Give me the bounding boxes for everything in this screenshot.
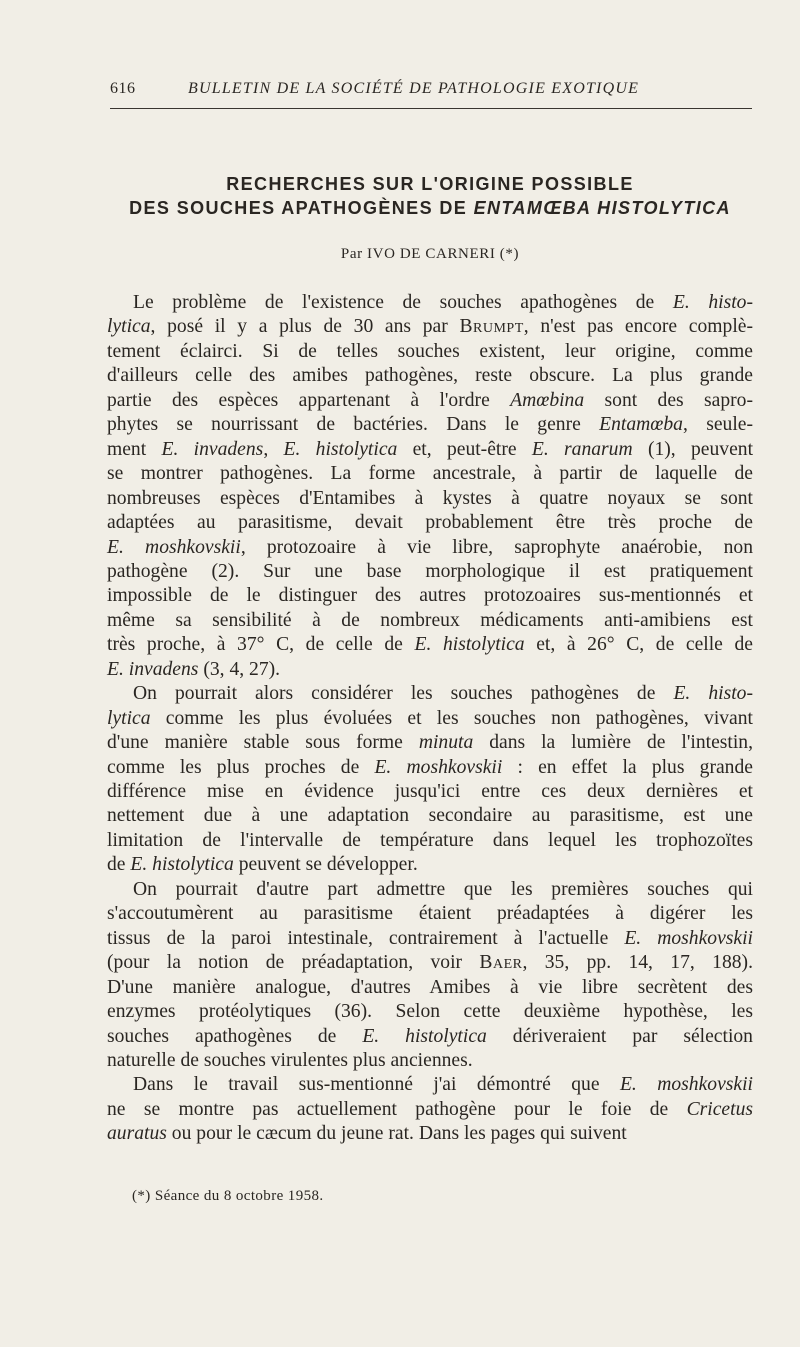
text-run: même sa sensibilité à de nombreux médicaments anti-amibiens est xyxy=(107,609,753,631)
italic-run: E. histolytica xyxy=(414,634,525,656)
text-run: , n'est pas encore complè- xyxy=(523,316,753,338)
text-line xyxy=(107,975,753,1001)
text-run: phytes se nourrissant de bactéries. Dans le genre xyxy=(107,414,600,436)
text-run: nombreuses espèces d'Entamibes à kystes à quatre noyaux se sont xyxy=(107,487,753,509)
article-title-species: ENTAMŒBA HISTOLYTICA xyxy=(473,198,731,218)
text-run: de xyxy=(107,854,131,876)
author-byline: Par IVO DE CARNERI (*) xyxy=(340,246,520,262)
text-line xyxy=(107,779,753,805)
text-line xyxy=(107,363,753,389)
text-line xyxy=(107,437,753,463)
text-run: On pourrait d'autre part admettre que les premières souches qui xyxy=(133,878,753,900)
text-run: ment xyxy=(107,438,162,460)
italic-run: Entamœba xyxy=(599,414,683,436)
text-line xyxy=(107,706,753,732)
journal-title: BULLETIN DE LA SOCIÉTÉ DE PATHOLOGIE EXOTIQUE xyxy=(188,80,640,97)
page-number: 616 xyxy=(110,80,136,97)
text-run: pathogène (2). Sur une base morphologique il est pratiquement xyxy=(107,560,753,582)
footnote: (*) Séance du 8 octobre 1958. xyxy=(132,1188,324,1204)
italic-run: E. histolytica xyxy=(362,1025,487,1047)
italic-run: E. invadens xyxy=(107,658,199,680)
text-run: et, peut-être xyxy=(397,438,532,460)
article-title-line-1: RECHERCHES SUR L'ORIGINE POSSIBLE xyxy=(226,174,634,194)
text-line xyxy=(133,290,753,316)
text-run: dériveraient par sélection xyxy=(486,1025,753,1047)
text-line xyxy=(133,1072,753,1098)
text-line xyxy=(107,510,753,536)
italic-run: E. moshkovskii xyxy=(107,536,241,558)
article-title-plain: DES SOUCHES APATHOGÈNES DE xyxy=(129,198,474,218)
text-run: : en effet la plus grande xyxy=(502,756,753,778)
italic-run: Cricetus xyxy=(686,1098,753,1120)
running-header xyxy=(110,80,752,102)
text-run: ou pour le cæcum du jeune rat. Dans les pages qui suivent xyxy=(166,1123,627,1145)
text-line xyxy=(107,852,753,878)
text-run: On pourrait alors considérer les souches pathogènes de xyxy=(133,683,674,705)
text-run: (3, 4, 27). xyxy=(198,658,281,680)
text-run: s'accoutumèrent au parasitisme étaient préadaptées à digérer les xyxy=(107,903,753,925)
text-run: Dans le travail sus-mentionné j'ai démontré que xyxy=(133,1074,620,1096)
text-run: , posé il y a plus de 30 ans par xyxy=(150,316,460,338)
text-run: impossible de le distinguer des autres protozoaires sus-mentionnés et xyxy=(107,585,753,607)
text-run: et, à 26° C, de celle de xyxy=(524,634,753,656)
italic-run: E. histo- xyxy=(673,683,753,705)
article-title-line-2 xyxy=(100,198,760,219)
text-line xyxy=(107,583,753,609)
text-run: d'ailleurs celle des amibes pathogènes, reste obscure. La plus grande xyxy=(107,365,753,387)
text-line xyxy=(107,388,753,414)
italic-run: E. histolytica xyxy=(283,438,398,460)
italic-run: E. invadens xyxy=(161,438,264,460)
text-line xyxy=(107,608,753,634)
text-line xyxy=(107,632,753,658)
text-run: nettement due à une adaptation secondaire au parasitisme, est une xyxy=(107,805,753,827)
italic-run: minuta xyxy=(418,732,474,754)
text-line xyxy=(107,950,753,976)
text-line xyxy=(107,339,753,365)
text-run: sont des sapro- xyxy=(584,389,753,411)
italic-run: E. moshkovskii xyxy=(624,927,753,949)
text-line xyxy=(107,901,753,927)
italic-run: lytica xyxy=(107,707,151,729)
text-run: adaptées au parasitisme, devait probablement être très proche de xyxy=(107,512,753,534)
author-citation: Baer xyxy=(479,952,523,974)
text-run: enzymes protéolytiques (36). Selon cette deuxième hypothèse, les xyxy=(107,1001,753,1023)
italic-run: E. moshkovskii xyxy=(374,756,503,778)
text-line xyxy=(107,926,753,952)
text-run: comme les plus évoluées et les souches non pathogènes, vivant xyxy=(150,707,753,729)
text-run: souches apathogènes de xyxy=(107,1025,363,1047)
header-rule xyxy=(110,108,752,109)
text-line xyxy=(107,828,753,854)
text-run: très proche, à 37° C, de celle de xyxy=(107,634,415,656)
text-line xyxy=(107,559,753,585)
italic-run: Amœbina xyxy=(510,389,585,411)
italic-run: lytica xyxy=(107,316,151,338)
text-run: d'une manière stable sous forme xyxy=(107,732,419,754)
text-line xyxy=(107,1097,753,1123)
text-run: partie des espèces appartenant à l'ordre xyxy=(107,389,511,411)
text-line xyxy=(107,1024,753,1050)
text-line xyxy=(107,1048,753,1074)
text-line xyxy=(107,730,753,756)
text-line xyxy=(107,657,753,683)
text-run: , xyxy=(263,438,284,460)
text-line xyxy=(107,803,753,829)
text-run: (pour la notion de préadaptation, voir xyxy=(107,952,480,974)
text-run: Le problème de l'existence de souches apathogènes de xyxy=(133,292,673,313)
text-run: , 35, pp. 14, 17, 188). xyxy=(522,952,753,974)
text-line xyxy=(107,1121,753,1147)
text-run: (1), peuvent xyxy=(632,438,754,460)
text-line xyxy=(107,535,753,561)
text-run: limitation de l'intervalle de température dans lequel les trophozoïtes xyxy=(107,829,753,851)
text-run: se montrer pathogènes. La forme ancestrale, à partir de laquelle de xyxy=(107,463,753,485)
text-line xyxy=(107,412,753,438)
italic-run: E. ranarum xyxy=(531,438,633,460)
text-run: différence mise en évidence jusqu'ici entre ces deux dernières et xyxy=(107,781,753,802)
italic-run: E. moshkovskii xyxy=(619,1074,753,1096)
text-run: D'une manière analogue, d'autres Amibes à vie libre secrètent des xyxy=(107,976,753,998)
text-run: tissus de la paroi intestinale, contrairement à l'actuelle xyxy=(107,927,625,949)
italic-run: E. histolytica xyxy=(130,854,234,876)
text-line xyxy=(107,486,753,512)
italic-run: E. histo- xyxy=(672,292,753,313)
text-run: naturelle de souches virulentes plus anciennes. xyxy=(107,1049,473,1071)
text-line xyxy=(107,755,753,781)
italic-run: auratus xyxy=(107,1123,167,1145)
text-line xyxy=(133,681,753,707)
text-run: dans la lumière de l'intestin, xyxy=(473,732,753,754)
author-citation: Brumpt xyxy=(459,316,524,338)
text-run: comme les plus proches de xyxy=(107,756,375,778)
text-run: , seule- xyxy=(682,414,753,436)
text-line xyxy=(133,877,753,903)
text-run: peuvent se développer. xyxy=(233,854,418,876)
text-line xyxy=(107,461,753,487)
text-run: ne se montre pas actuellement pathogène pour le foie de xyxy=(107,1098,687,1120)
text-run: , protozoaire à vie libre, saprophyte anaérobie, non xyxy=(240,536,753,558)
text-run: tement éclairci. Si de telles souches existent, leur origine, comme xyxy=(107,340,753,362)
text-line xyxy=(107,999,753,1025)
text-line xyxy=(107,314,753,340)
